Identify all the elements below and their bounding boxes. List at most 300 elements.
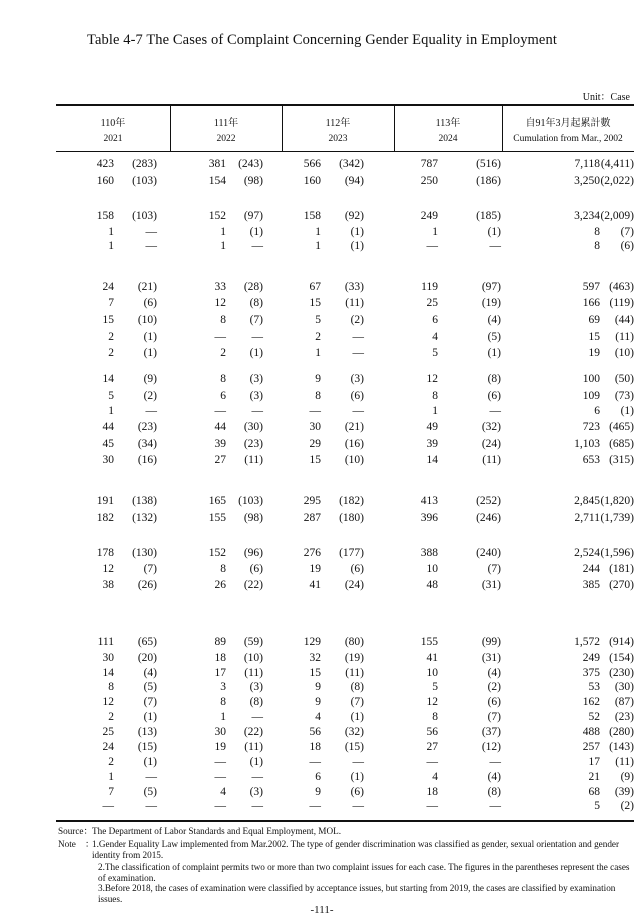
- cell-value: 396: [420, 512, 438, 524]
- column-header-year-roc: 113年: [435, 118, 461, 129]
- cell-examination-value: (280): [609, 726, 634, 738]
- cell-examination-value: —: [352, 347, 364, 359]
- cell-examination-value: (23): [137, 421, 157, 433]
- cell-examination-value: (7): [620, 226, 634, 238]
- cell-value: 1: [108, 405, 114, 417]
- cell-examination-value: (87): [614, 696, 634, 708]
- cell-value: 5: [108, 390, 114, 402]
- cell-value: 27: [426, 741, 438, 753]
- table-row: [56, 373, 634, 385]
- cell-examination-value: (65): [137, 636, 157, 648]
- cell-value: 2,524: [574, 547, 600, 559]
- cell-examination-value: —: [145, 226, 157, 238]
- cell-value: 8: [594, 226, 600, 238]
- cell-examination-value: (2): [487, 681, 501, 693]
- cell-examination-value: (2): [350, 314, 364, 326]
- cell-value: 2: [108, 756, 114, 768]
- cell-value: 17: [588, 756, 600, 768]
- cell-examination-value: (185): [476, 210, 501, 222]
- cell-value: 2: [220, 347, 226, 359]
- cell-value: 49: [426, 421, 438, 433]
- cell-examination-value: (30): [243, 421, 263, 433]
- cell-examination-value: (1): [143, 347, 157, 359]
- cell-value: 385: [582, 579, 600, 591]
- cell-examination-value: (8): [487, 786, 501, 798]
- table-row: [56, 405, 634, 417]
- cell-examination-value: (5): [143, 681, 157, 693]
- cell-examination-value: (6): [350, 563, 364, 575]
- column-header-year: 2021: [103, 134, 123, 144]
- cell-examination-value: (1): [350, 226, 364, 238]
- cell-value: 68: [588, 786, 600, 798]
- cell-value: 191: [96, 495, 114, 507]
- cell-value: 8: [220, 314, 226, 326]
- cell-value: 158: [303, 210, 321, 222]
- cell-examination-value: (98): [243, 512, 263, 524]
- cell-examination-value: (6): [487, 390, 501, 402]
- cell-examination-value: (3): [249, 373, 263, 385]
- cell-value: 19: [588, 347, 600, 359]
- cell-value: 5: [594, 800, 600, 812]
- cell-value: 388: [420, 547, 438, 559]
- cell-examination-value: (11): [244, 667, 263, 679]
- note-3: 3.Before 2018, the cases of examination were classified by acceptance issues, but starting from 2019, the cases are classified by examination issues.: [98, 883, 616, 904]
- cell-examination-value: (6): [620, 240, 634, 252]
- cell-examination-value: —: [489, 405, 501, 417]
- cell-value: 48: [426, 579, 438, 591]
- cell-value: —: [214, 405, 226, 417]
- cell-examination-value: (1): [143, 756, 157, 768]
- cell-examination-value: (1,596): [600, 547, 634, 559]
- cell-value: 1: [220, 226, 226, 238]
- cell-value: 119: [421, 281, 438, 293]
- header-bottom-rule: [56, 151, 634, 152]
- cell-examination-value: (5): [487, 331, 501, 343]
- cell-examination-value: (119): [609, 297, 634, 309]
- cell-examination-value: (24): [344, 579, 364, 591]
- cell-value: 53: [588, 681, 600, 693]
- cell-examination-value: (59): [243, 636, 263, 648]
- cell-value: 15: [588, 331, 600, 343]
- cell-value: 21: [588, 771, 600, 783]
- cell-examination-value: —: [251, 771, 263, 783]
- cell-value: 9: [315, 373, 321, 385]
- cell-examination-value: (97): [481, 281, 501, 293]
- cell-value: 44: [102, 421, 114, 433]
- cell-examination-value: —: [145, 405, 157, 417]
- cell-examination-value: —: [251, 800, 263, 812]
- cell-examination-value: (21): [137, 281, 157, 293]
- cell-value: 32: [309, 652, 321, 664]
- cell-examination-value: (39): [614, 786, 634, 798]
- cell-examination-value: —: [489, 756, 501, 768]
- cell-examination-value: (3): [350, 373, 364, 385]
- cell-value: 287: [303, 512, 321, 524]
- cell-value: 3,250: [574, 175, 600, 187]
- cell-value: 12: [426, 373, 438, 385]
- table-row: [56, 563, 634, 575]
- cell-value: 1: [108, 226, 114, 238]
- cell-value: 244: [582, 563, 600, 575]
- cell-value: 14: [102, 373, 114, 385]
- cell-examination-value: (32): [481, 421, 501, 433]
- cell-value: 9: [315, 681, 321, 693]
- cell-examination-value: (6): [249, 563, 263, 575]
- cell-value: 1: [432, 226, 438, 238]
- note-2: 2.The classification of complaint permits two or more than two complaint issues for each case. The figures in the parentheses represent the cases of examination.: [98, 862, 630, 883]
- cell-value: 276: [303, 547, 321, 559]
- cell-examination-value: —: [352, 756, 364, 768]
- cell-value: 8: [432, 711, 438, 723]
- cell-value: —: [426, 756, 438, 768]
- cell-value: 375: [582, 667, 600, 679]
- cell-examination-value: (6): [143, 297, 157, 309]
- cell-value: 15: [309, 297, 321, 309]
- column-header-cumulation-zh: 自91年3月起累計數: [525, 118, 611, 129]
- cell-value: 4: [432, 331, 438, 343]
- table-row: [56, 331, 634, 343]
- table-row: [56, 347, 634, 359]
- table-row: [56, 681, 634, 693]
- cell-value: 8: [220, 373, 226, 385]
- cell-value: 39: [426, 438, 438, 450]
- cell-value: 3: [220, 681, 226, 693]
- cell-value: 2,845: [574, 495, 600, 507]
- cell-value: 1: [432, 405, 438, 417]
- cell-value: 30: [102, 652, 114, 664]
- table-row: [56, 800, 634, 812]
- table-row: [56, 314, 634, 326]
- cell-value: 10: [426, 667, 438, 679]
- cell-value: 5: [315, 314, 321, 326]
- cell-value: 2: [315, 331, 321, 343]
- cell-value: 8: [315, 390, 321, 402]
- table-row: [56, 210, 634, 222]
- cell-value: 56: [426, 726, 438, 738]
- table-row: [56, 667, 634, 679]
- cell-examination-value: (10): [137, 314, 157, 326]
- cell-value: 166: [582, 297, 600, 309]
- cell-examination-value: (1): [620, 405, 634, 417]
- cell-value: 1: [108, 240, 114, 252]
- cell-examination-value: (80): [344, 636, 364, 648]
- cell-value: —: [214, 800, 226, 812]
- cell-examination-value: (1): [487, 347, 501, 359]
- cell-examination-value: (19): [481, 297, 501, 309]
- cell-value: 1: [108, 771, 114, 783]
- cell-examination-value: (685): [609, 438, 634, 450]
- cell-examination-value: (177): [339, 547, 364, 559]
- cell-examination-value: (97): [243, 210, 263, 222]
- cell-examination-value: (342): [339, 158, 364, 170]
- cell-value: 69: [588, 314, 600, 326]
- cell-examination-value: (143): [609, 741, 634, 753]
- cell-value: 6: [594, 405, 600, 417]
- table-row: [56, 726, 634, 738]
- cell-examination-value: (8): [487, 373, 501, 385]
- cell-value: 1: [315, 226, 321, 238]
- cell-examination-value: (20): [137, 652, 157, 664]
- table-row: [56, 495, 634, 507]
- table-row: [56, 741, 634, 753]
- cell-value: 653: [582, 454, 600, 466]
- cell-value: 152: [208, 210, 226, 222]
- cell-examination-value: (6): [350, 786, 364, 798]
- cell-value: 4: [315, 711, 321, 723]
- cell-value: 155: [208, 512, 226, 524]
- top-rule: [56, 104, 634, 106]
- cell-examination-value: (252): [476, 495, 501, 507]
- cell-value: 9: [315, 786, 321, 798]
- cell-examination-value: (11): [482, 454, 501, 466]
- cell-examination-value: (1): [487, 226, 501, 238]
- column-header-year: 2022: [216, 134, 236, 144]
- cell-value: 52: [588, 711, 600, 723]
- cell-examination-value: (130): [132, 547, 157, 559]
- cell-value: 8: [594, 240, 600, 252]
- cell-examination-value: —: [145, 771, 157, 783]
- cell-examination-value: (154): [609, 652, 634, 664]
- cell-examination-value: (1): [143, 711, 157, 723]
- cell-value: 56: [309, 726, 321, 738]
- cell-value: 413: [420, 495, 438, 507]
- cell-value: 10: [426, 563, 438, 575]
- cell-examination-value: (315): [609, 454, 634, 466]
- cell-examination-value: (7): [143, 563, 157, 575]
- cell-examination-value: (186): [476, 175, 501, 187]
- table-row: [56, 652, 634, 664]
- table-row: [56, 175, 634, 187]
- table-row: [56, 297, 634, 309]
- cell-value: 19: [214, 741, 226, 753]
- column-header-year-roc: 112年: [325, 118, 351, 129]
- cell-examination-value: (99): [481, 636, 501, 648]
- cell-examination-value: (2,009): [600, 210, 634, 222]
- cell-value: 24: [102, 281, 114, 293]
- cell-examination-value: (270): [609, 579, 634, 591]
- cell-value: 12: [102, 563, 114, 575]
- cell-examination-value: (9): [143, 373, 157, 385]
- cell-examination-value: (4): [487, 314, 501, 326]
- column-header-2024: [394, 110, 502, 148]
- cell-value: 25: [102, 726, 114, 738]
- cell-examination-value: (10): [243, 652, 263, 664]
- cell-value: 597: [582, 281, 600, 293]
- cell-value: —: [309, 756, 321, 768]
- cell-value: 9: [315, 696, 321, 708]
- cell-examination-value: (28): [243, 281, 263, 293]
- cell-examination-value: (98): [243, 175, 263, 187]
- cell-examination-value: (12): [481, 741, 501, 753]
- cell-value: —: [214, 756, 226, 768]
- cell-value: 249: [582, 652, 600, 664]
- table-row: [56, 240, 634, 252]
- cell-examination-value: (181): [609, 563, 634, 575]
- footer-notes: [58, 826, 633, 906]
- cell-value: 67: [309, 281, 321, 293]
- cell-examination-value: (24): [481, 438, 501, 450]
- cell-examination-value: (13): [137, 726, 157, 738]
- cell-examination-value: (6): [487, 696, 501, 708]
- source-text: The Department of Labor Standards and Equal Employment, MOL.: [92, 826, 342, 836]
- cell-value: 14: [426, 454, 438, 466]
- cell-value: 6: [220, 390, 226, 402]
- cell-value: 18: [426, 786, 438, 798]
- cell-examination-value: (30): [614, 681, 634, 693]
- cell-examination-value: (94): [344, 175, 364, 187]
- cell-examination-value: (516): [476, 158, 501, 170]
- cell-value: 6: [432, 314, 438, 326]
- cell-value: 7: [108, 297, 114, 309]
- cell-value: 24: [102, 741, 114, 753]
- cell-value: 8: [220, 563, 226, 575]
- column-header-cumulation: [502, 110, 634, 148]
- cell-examination-value: (914): [609, 636, 634, 648]
- cell-value: 18: [309, 741, 321, 753]
- cell-examination-value: (21): [344, 421, 364, 433]
- cell-examination-value: (96): [243, 547, 263, 559]
- cell-examination-value: (1): [350, 711, 364, 723]
- cell-value: 100: [582, 373, 600, 385]
- cell-examination-value: (1): [249, 226, 263, 238]
- column-header-year-roc: 110年: [100, 118, 126, 129]
- cell-examination-value: (33): [344, 281, 364, 293]
- cell-value: 8: [108, 681, 114, 693]
- cell-examination-value: (31): [481, 579, 501, 591]
- cell-value: 1: [220, 240, 226, 252]
- cell-value: 19: [309, 563, 321, 575]
- cell-value: 8: [220, 696, 226, 708]
- cell-examination-value: (73): [614, 390, 634, 402]
- cell-value: 38: [102, 579, 114, 591]
- cell-value: 44: [214, 421, 226, 433]
- cell-examination-value: (8): [350, 681, 364, 693]
- cell-value: 178: [96, 547, 114, 559]
- cell-value: 1: [315, 240, 321, 252]
- cell-value: 12: [214, 297, 226, 309]
- cell-value: 15: [309, 667, 321, 679]
- cell-examination-value: (34): [137, 438, 157, 450]
- cell-examination-value: (22): [243, 726, 263, 738]
- cell-value: 162: [582, 696, 600, 708]
- cell-examination-value: (7): [143, 696, 157, 708]
- cell-examination-value: (4,411): [600, 158, 634, 170]
- column-header-year-roc: 111年: [213, 118, 239, 129]
- table-row: [56, 454, 634, 466]
- cell-examination-value: (5): [143, 786, 157, 798]
- cell-value: 89: [214, 636, 226, 648]
- cell-value: 30: [214, 726, 226, 738]
- table-row: [56, 696, 634, 708]
- cell-examination-value: —: [489, 240, 501, 252]
- cell-examination-value: (16): [137, 454, 157, 466]
- table-row: [56, 226, 634, 238]
- cell-examination-value: (9): [620, 771, 634, 783]
- column-header-year: 2024: [438, 134, 458, 144]
- cell-examination-value: (50): [614, 373, 634, 385]
- column-header-2022: [170, 110, 282, 148]
- cell-examination-value: (11): [244, 741, 263, 753]
- cell-value: 2,711: [574, 512, 600, 524]
- cell-value: 566: [303, 158, 321, 170]
- cell-examination-value: —: [352, 331, 364, 343]
- cell-examination-value: —: [352, 405, 364, 417]
- cell-value: —: [214, 771, 226, 783]
- cell-value: 1,103: [574, 438, 600, 450]
- cell-examination-value: (246): [476, 512, 501, 524]
- table-row: [56, 512, 634, 524]
- table-row: [56, 421, 634, 433]
- table-row: [56, 390, 634, 402]
- cell-value: 155: [420, 636, 438, 648]
- cell-value: 2: [108, 331, 114, 343]
- cell-value: 154: [208, 175, 226, 187]
- cell-examination-value: (243): [238, 158, 263, 170]
- cell-examination-value: (11): [345, 667, 364, 679]
- cell-examination-value: —: [251, 405, 263, 417]
- cell-value: 12: [426, 696, 438, 708]
- cell-examination-value: (132): [132, 512, 157, 524]
- cell-examination-value: (22): [243, 579, 263, 591]
- cell-value: 17: [214, 667, 226, 679]
- cell-value: 1: [220, 711, 226, 723]
- cell-examination-value: (23): [614, 711, 634, 723]
- cell-examination-value: —: [352, 800, 364, 812]
- cell-value: 5: [432, 347, 438, 359]
- cell-examination-value: (4): [487, 771, 501, 783]
- cell-examination-value: (465): [609, 421, 634, 433]
- cell-examination-value: (1): [143, 331, 157, 343]
- table-row: [56, 756, 634, 768]
- cell-examination-value: (463): [609, 281, 634, 293]
- cell-examination-value: (103): [132, 210, 157, 222]
- cell-examination-value: (19): [344, 652, 364, 664]
- cell-examination-value: (7): [487, 711, 501, 723]
- cell-examination-value: (283): [132, 158, 157, 170]
- cell-examination-value: (44): [614, 314, 634, 326]
- cell-value: 160: [96, 175, 114, 187]
- cell-examination-value: (16): [344, 438, 364, 450]
- cell-value: 12: [102, 696, 114, 708]
- cell-value: 14: [102, 667, 114, 679]
- cell-value: 29: [309, 438, 321, 450]
- table-row: [56, 281, 634, 293]
- cell-examination-value: (8): [249, 696, 263, 708]
- cell-examination-value: (26): [137, 579, 157, 591]
- cell-examination-value: (37): [481, 726, 501, 738]
- note-1: 1.Gender Equality Law implemented from Mar.2002. The type of gender discrimination was classified as gender, sexual orientation and gender identity from 2015.: [92, 839, 620, 860]
- cell-examination-value: (103): [238, 495, 263, 507]
- cell-value: 152: [208, 547, 226, 559]
- cell-value: 257: [582, 741, 600, 753]
- cell-value: 15: [102, 314, 114, 326]
- cell-value: 2: [108, 711, 114, 723]
- bottom-rule: [56, 820, 634, 822]
- table-row: [56, 711, 634, 723]
- table-row: [56, 158, 634, 170]
- cell-value: 4: [220, 786, 226, 798]
- cell-examination-value: (2): [620, 800, 634, 812]
- cell-examination-value: (230): [609, 667, 634, 679]
- cell-examination-value: (11): [345, 297, 364, 309]
- cell-value: 18: [214, 652, 226, 664]
- cell-value: 723: [582, 421, 600, 433]
- cell-examination-value: (180): [339, 512, 364, 524]
- table-row: [56, 579, 634, 591]
- cell-examination-value: (103): [132, 175, 157, 187]
- page-number: -111-: [310, 904, 334, 916]
- column-header-2023: [282, 110, 394, 148]
